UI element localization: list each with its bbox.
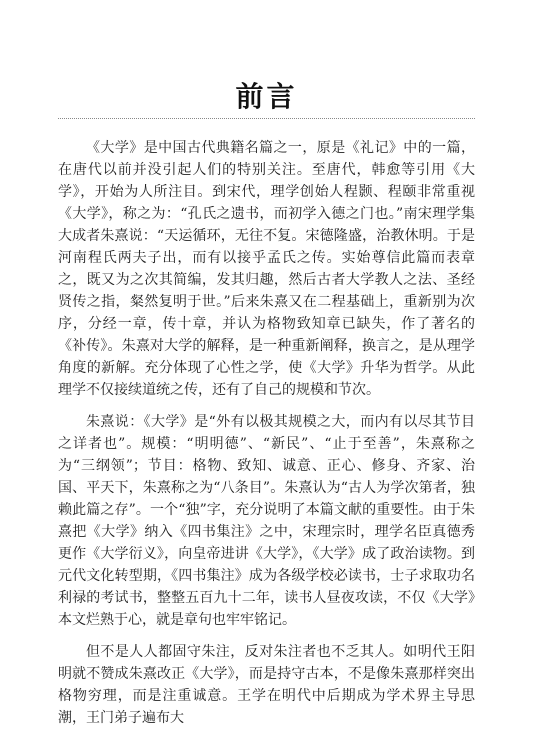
document-body [58, 137, 475, 729]
paragraph-1: 《大学》是中国古代典籍名篇之一，原是《礼记》中的一篇，在唐代以前并没引起人们的特别关注。至唐代，韩愈等引用《大学》，开始为人所注目。到宋代，理学创始人程颢、程颐非常重视《大学》，称之为：“孔氏之遗书，而初学入德之门也。”南宋理学集大成者朱熹说：“天运循环，无往不复。宋德隆盛，治教休明。于是河南程氏两夫子出，而有以接乎孟氏之传。实始尊信此篇而表章之，既又为之次其简编，发其归趣，然后古者大学教人之法、圣经贤传之指，粲然复明于世。”后来朱熹又在二程基础上，重新别为次序，分经一章，传十章，并认为格物致知章已缺失，作了著名的《补传》。朱熹对大学的解释，是一种重新阐释，换言之，是从理学角度的新解。充分体现了心性之学，使《大学》升华为哲学。从此理学不仅接续道统之传，还有了自己的规模和节次。 [58, 140, 475, 398]
paragraph-2: 朱熹说：《大学》是“外有以极其规模之大，而内有以尽其节目之详者也”。规模：“明明德”、“新民”、“止于至善”，朱熹称之为“三纲领”；节目：格物、致知、诚意、正心、修身、齐家、治国、平天下，朱熹称之为“八条目”。朱熹认为“古人为学次第者，独赖此篇之存”。一个“独”字，充分说明了本篇文献的重要性。由于朱熹把《大学》纳入《四书集注》之中，宋理宗时，理学名臣真德秀更作《大学衍义》，向皇帝进讲《大学》，《大学》成了政治读物。到元代文化转型期，《四书集注》成为各级学校必读书，士子求取功名利禄的考试书，整整五百九十二年，读书人昼夜攻读，不仅《大学》本文烂熟于心，就是章句也牢牢铭记。 [58, 414, 475, 628]
page-title: 前言 [235, 80, 298, 113]
title-divider [58, 118, 475, 119]
paragraph-3: 但不是人人都固守朱注，反对朱注者也不乏其人。如明代王阳明就不赞成朱熹改正《大学》，而是持守古本，不是像朱熹那样突出格物穷理，而是注重诚意。王学在明代中后期成为学术界主导思潮，王门弟子遍布大 [58, 644, 475, 726]
